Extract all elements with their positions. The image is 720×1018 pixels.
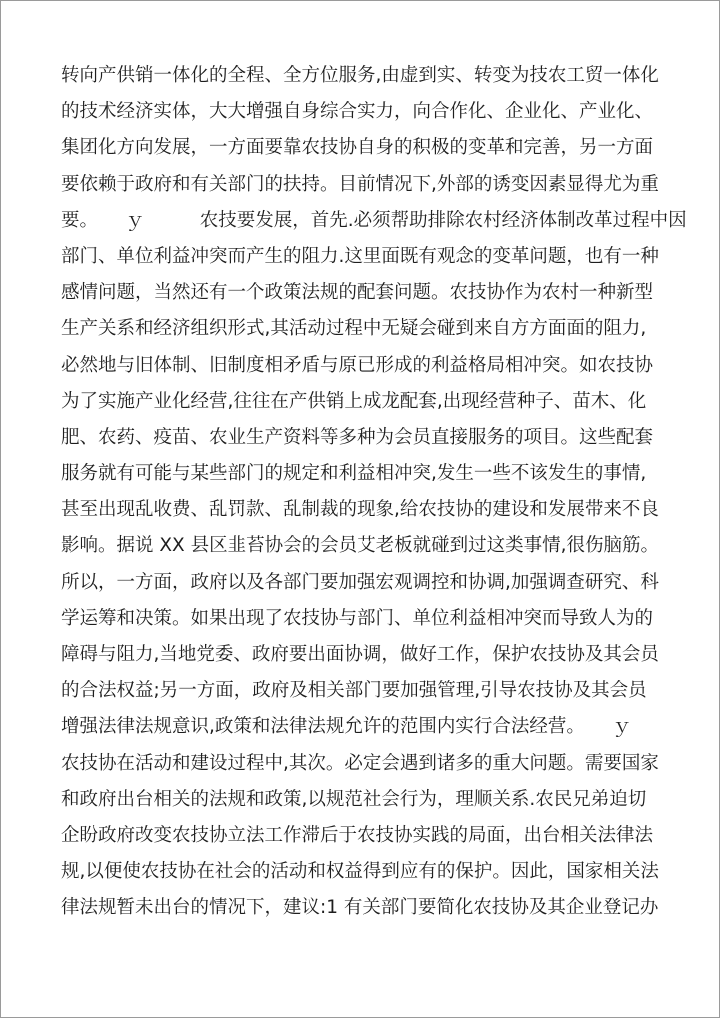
text-line: 规,以便使农技协在社会的活动和权益得到应有的保护。因此，国家相关法 — [61, 861, 659, 883]
body-text — [61, 58, 701, 927]
text-line: 的技术经济实体，大大增强自身综合实力，向合作化、企业化、产业化、 — [61, 101, 654, 123]
text-line: 集团化方向发展，一方面要靠农技协自身的积极的变革和完善，另一方面 — [61, 137, 654, 159]
text-line: 肥、农药、疫苗、农业生产资料等多种为会员直接服务的项目。这些配套 — [61, 426, 654, 448]
text-line: 农技协在活动和建设过程中,其次。必定会遇到诸多的重大问题。需要国家 — [61, 752, 659, 774]
text-line: 影响。据说 XX 县区韭苔协会的会员艾老板就碰到过这类事情,很伤脑筋。 — [61, 535, 659, 557]
text-line: 和政府出台相关的法规和政策,以规范社会行为，理顺关系.农民兄弟迫切 — [61, 788, 647, 810]
text-line: 要依赖于政府和有关部门的扶持。目前情况下,外部的诱变因素显得尤为重 — [61, 173, 659, 195]
text-line: 为了实施产业化经营,往往在产供销上成龙配套,出现经营种子、苗木、化 — [61, 390, 647, 412]
text-line: 服务就有可能与某些部门的规定和利益相冲突,发生一些不该发生的事情, — [61, 463, 647, 485]
text-line: 要。 ｙ 农技要发展，首先.必须帮助排除农村经济体制改革过程中因 — [61, 209, 687, 231]
text-line: 增强法律法规意识,政策和法律法规允许的范围内实行合法经营。 ｙ — [61, 716, 632, 738]
text-line: 部门、单位利益冲突而产生的阻力.这里面既有观念的变革问题，也有一种 — [61, 245, 659, 267]
text-line: 转向产供销一体化的全程、全方位服务,由虚到实、转变为技农工贸一体化 — [61, 65, 659, 86]
text-line: 必然地与旧体制、旧制度相矛盾与原已形成的利益格局相冲突。如农技协 — [61, 354, 654, 376]
text-line: 感情问题，当然还有一个政策法规的配套问题。农技协作为农村一种新型 — [61, 282, 654, 304]
text-line: 甚至出现乱收费、乱罚款、乱制裁的现象,给农技协的建设和发展带来不良 — [61, 499, 659, 521]
text-line: 学运筹和决策。如果出现了农技协与部门、单位利益相冲突而导致人为的 — [61, 607, 654, 629]
text-line: 障碍与阻力,当地党委、政府要出面协调，做好工作，保护农技协及其会员 — [61, 644, 659, 665]
text-line: 律法规暂未出台的情况下，建议:1 有关部门要简化农技协及其企业登记办 — [61, 897, 659, 919]
text-line: 生产关系和经济组织形式,其活动过程中无疑会碰到来自方方面面的阻力, — [61, 318, 647, 340]
text-line: 的合法权益;另一方面，政府及相关部门要加强管理,引导农技协及其会员 — [61, 680, 647, 702]
text-line: 所以，一方面，政府以及各部门要加强宏观调控和协调,加强调查研究、科 — [61, 571, 659, 593]
text-line: 企盼政府改变农技协立法工作滞后于农技协实践的局面，出台相关法律法 — [61, 824, 654, 846]
